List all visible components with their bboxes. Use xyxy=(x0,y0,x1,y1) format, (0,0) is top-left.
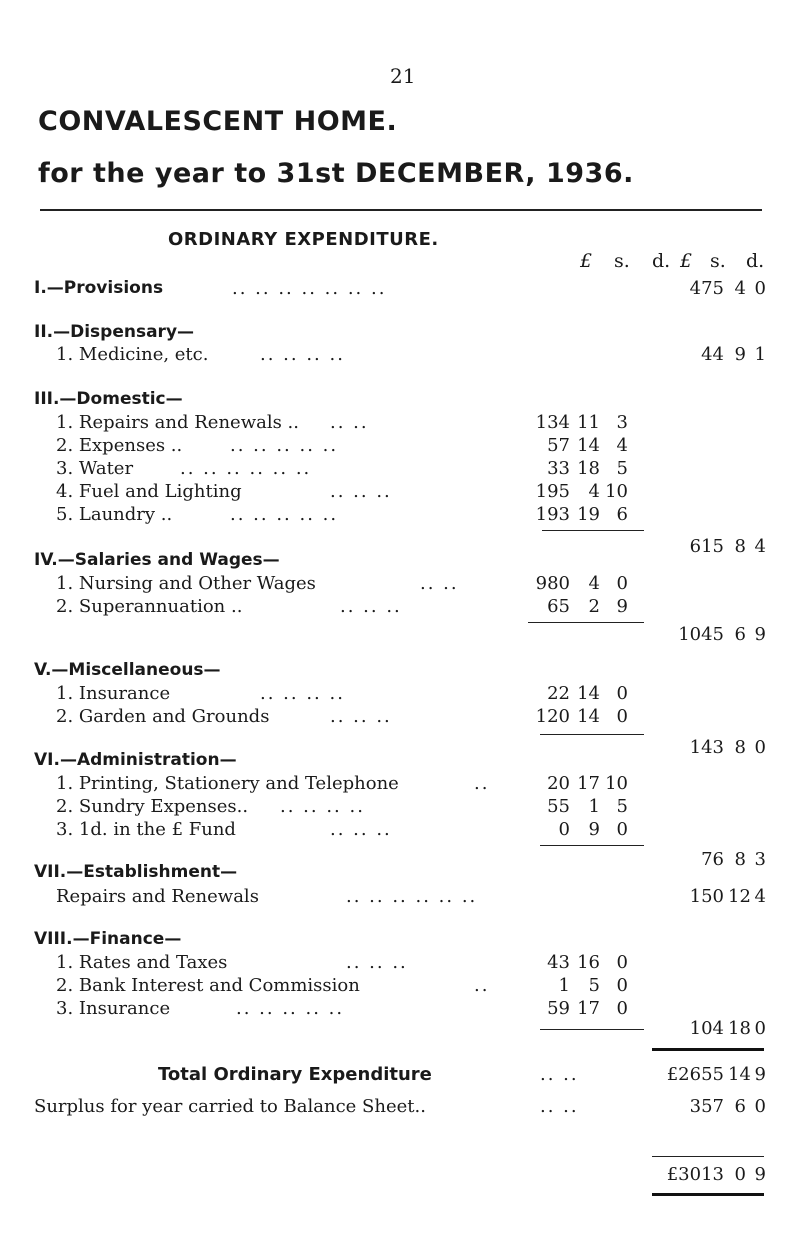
salaries-item-pounds: 65 xyxy=(547,596,570,617)
domestic-item-pence: 5 xyxy=(616,458,628,479)
miscellaneous-item-pence: 0 xyxy=(616,706,628,727)
domestic-item-pounds: 57 xyxy=(547,435,570,456)
leader-dots: .. .. .. xyxy=(330,706,392,727)
domestic-item-shillings: 14 xyxy=(577,435,600,456)
administration-item: 2. Sundry Expenses.. xyxy=(56,796,249,817)
domestic-total-pounds: 615 xyxy=(689,536,724,557)
leader-dots: .. .. .. xyxy=(346,952,408,973)
domestic-item: 5. Laundry .. xyxy=(56,504,173,525)
page-title: CONVALESCENT HOME. xyxy=(38,106,398,137)
administration-item-shillings: 9 xyxy=(588,819,600,840)
miscellaneous-item-pounds: 22 xyxy=(547,683,570,704)
leader-dots: .. .. xyxy=(540,1096,579,1117)
finance-item-shillings: 16 xyxy=(577,952,600,973)
finance-total-pence: 0 xyxy=(754,1018,766,1039)
total-ordinary-shillings: 14 xyxy=(728,1064,751,1085)
finance-item: 2. Bank Interest and Commission xyxy=(56,975,360,996)
finance-item-pence: 0 xyxy=(616,952,628,973)
domestic-item-pence: 3 xyxy=(616,412,628,433)
section-heading-dispensary: II.—Dispensary— xyxy=(34,322,195,342)
page-subtitle: for the year to 31st DECEMBER, 1936. xyxy=(38,158,634,189)
establishment-total-pounds: 150 xyxy=(689,886,724,907)
section-heading-provisions: I.—Provisions xyxy=(34,278,164,298)
domestic-item-pence: 4 xyxy=(616,435,628,456)
salaries-item: 1. Nursing and Other Wages xyxy=(56,573,316,594)
domestic-item: 4. Fuel and Lighting xyxy=(56,481,242,502)
section-heading-salaries: IV.—Salaries and Wages— xyxy=(34,550,280,570)
subtotal-rule xyxy=(540,1029,644,1030)
administration-total-pence: 3 xyxy=(754,849,766,870)
shilling-header: s. xyxy=(614,250,630,272)
leader-dots: .. .. .. .. .. .. .. xyxy=(232,278,387,299)
section-heading-domestic: III.—Domestic— xyxy=(34,389,183,409)
administration-item-shillings: 1 xyxy=(588,796,600,817)
subtotal-rule xyxy=(540,734,644,735)
total-ordinary-pounds: £2655 xyxy=(666,1064,724,1085)
leader-dots: .. xyxy=(474,975,490,996)
leader-dots: .. .. .. xyxy=(330,819,392,840)
grand-total-pounds: £3013 xyxy=(666,1164,724,1185)
provisions-total-pence: 0 xyxy=(754,278,766,299)
leader-dots: .. .. .. .. xyxy=(260,344,345,365)
domestic-item: 3. Water xyxy=(56,458,134,479)
administration-item-pounds: 55 xyxy=(547,796,570,817)
domestic-item-pounds: 195 xyxy=(535,481,570,502)
domestic-item-shillings: 4 xyxy=(588,481,600,502)
leader-dots: .. .. .. xyxy=(340,596,402,617)
leader-dots: .. .. .. .. xyxy=(280,796,365,817)
establishment-total-shillings: 12 xyxy=(728,886,751,907)
finance-item-pence: 0 xyxy=(616,975,628,996)
salaries-total-shillings: 6 xyxy=(734,624,746,645)
miscellaneous-item: 1. Insurance xyxy=(56,683,171,704)
miscellaneous-total-shillings: 8 xyxy=(734,737,746,758)
domestic-item-pence: 6 xyxy=(616,504,628,525)
leader-dots: .. .. .. .. .. xyxy=(236,998,345,1019)
administration-item-pence: 5 xyxy=(616,796,628,817)
section-heading-establishment: VII.—Establishment— xyxy=(34,862,238,882)
administration-total-shillings: 8 xyxy=(734,849,746,870)
grand-total-double-rule xyxy=(652,1193,764,1196)
leader-dots: .. .. .. .. xyxy=(260,683,345,704)
finance-item-pounds: 1 xyxy=(558,975,570,996)
dispensary-item: 1. Medicine, etc. xyxy=(56,344,209,365)
leader-dots: .. .. .. .. .. xyxy=(230,504,339,525)
finance-item-pounds: 43 xyxy=(547,952,570,973)
total-ordinary-pence: 9 xyxy=(754,1064,766,1085)
section-heading-finance: VIII.—Finance— xyxy=(34,929,182,949)
miscellaneous-item-pence: 0 xyxy=(616,683,628,704)
title-rule xyxy=(40,209,762,211)
dispensary-total-pence: 1 xyxy=(754,344,766,365)
administration-item: 1. Printing, Stationery and Telephone xyxy=(56,773,399,794)
finance-item-pounds: 59 xyxy=(547,998,570,1019)
miscellaneous-total-pounds: 143 xyxy=(689,737,724,758)
domestic-item-shillings: 18 xyxy=(577,458,600,479)
salaries-total-pence: 9 xyxy=(754,624,766,645)
pound-header: £ xyxy=(580,250,593,272)
domestic-item-shillings: 19 xyxy=(577,504,600,525)
leader-dots: .. .. xyxy=(540,1064,579,1085)
administration-item-shillings: 17 xyxy=(577,773,600,794)
domestic-item-pence: 10 xyxy=(605,481,628,502)
pence-header-2: d. xyxy=(746,250,765,272)
surplus-pounds: 357 xyxy=(689,1096,724,1117)
dispensary-total-shillings: 9 xyxy=(734,344,746,365)
shilling-header-2: s. xyxy=(710,250,726,272)
leader-dots: .. .. .. xyxy=(330,481,392,502)
provisions-total-pounds: 475 xyxy=(689,278,724,299)
page-number: 21 xyxy=(390,64,416,88)
administration-item-pence: 0 xyxy=(616,819,628,840)
surplus-label: Surplus for year carried to Balance Sheet.. xyxy=(34,1096,426,1117)
establishment-item: Repairs and Renewals xyxy=(56,886,259,907)
domestic-total-shillings: 8 xyxy=(734,536,746,557)
finance-item-shillings: 17 xyxy=(577,998,600,1019)
finance-total-pounds: 104 xyxy=(689,1018,724,1039)
salaries-item-pence: 9 xyxy=(616,596,628,617)
domestic-item-pounds: 134 xyxy=(535,412,570,433)
subtotal-rule xyxy=(528,622,644,623)
section-title: ORDINARY EXPENDITURE. xyxy=(168,229,439,250)
salaries-item-pence: 0 xyxy=(616,573,628,594)
leader-dots: .. .. .. .. .. .. xyxy=(346,886,478,907)
miscellaneous-total-pence: 0 xyxy=(754,737,766,758)
total-rule xyxy=(652,1048,764,1051)
salaries-item-shillings: 4 xyxy=(588,573,600,594)
miscellaneous-item-shillings: 14 xyxy=(577,683,600,704)
section-heading-administration: VI.—Administration— xyxy=(34,750,237,770)
domestic-item-pounds: 33 xyxy=(547,458,570,479)
salaries-item-pounds: 980 xyxy=(535,573,570,594)
administration-item-pence: 10 xyxy=(605,773,628,794)
finance-item-shillings: 5 xyxy=(588,975,600,996)
leader-dots: .. .. xyxy=(420,573,459,594)
surplus-shillings: 6 xyxy=(734,1096,746,1117)
finance-item: 1. Rates and Taxes xyxy=(56,952,228,973)
salaries-item: 2. Superannuation .. xyxy=(56,596,243,617)
miscellaneous-item-pounds: 120 xyxy=(535,706,570,727)
leader-dots: .. .. .. .. .. .. xyxy=(180,458,312,479)
establishment-total-pence: 4 xyxy=(754,886,766,907)
domestic-total-pence: 4 xyxy=(754,536,766,557)
pence-header: d. xyxy=(652,250,671,272)
finance-item: 3. Insurance xyxy=(56,998,171,1019)
administration-total-pounds: 76 xyxy=(701,849,724,870)
domestic-item-pounds: 193 xyxy=(535,504,570,525)
pound-header-2: £ xyxy=(680,250,693,272)
grand-total-shillings: 0 xyxy=(734,1164,746,1185)
administration-item: 3. 1d. in the £ Fund xyxy=(56,819,236,840)
provisions-total-shillings: 4 xyxy=(734,278,746,299)
administration-item-pounds: 20 xyxy=(547,773,570,794)
administration-item-pounds: 0 xyxy=(558,819,570,840)
subtotal-rule xyxy=(542,530,644,531)
salaries-total-pounds: 1045 xyxy=(678,624,724,645)
dispensary-total-pounds: 44 xyxy=(701,344,724,365)
miscellaneous-item-shillings: 14 xyxy=(577,706,600,727)
domestic-item: 2. Expenses .. xyxy=(56,435,183,456)
grand-total-rule xyxy=(652,1156,764,1157)
grand-total-pence: 9 xyxy=(754,1164,766,1185)
leader-dots: .. xyxy=(474,773,490,794)
domestic-item-shillings: 11 xyxy=(577,412,600,433)
miscellaneous-item: 2. Garden and Grounds xyxy=(56,706,270,727)
leader-dots: .. .. xyxy=(330,412,369,433)
finance-total-shillings: 18 xyxy=(728,1018,751,1039)
total-ordinary-label: Total Ordinary Expenditure xyxy=(158,1064,432,1085)
subtotal-rule xyxy=(540,845,644,846)
leader-dots: .. .. .. .. .. xyxy=(230,435,339,456)
domestic-item: 1. Repairs and Renewals .. xyxy=(56,412,299,433)
section-heading-miscellaneous: V.—Miscellaneous— xyxy=(34,660,221,680)
salaries-item-shillings: 2 xyxy=(588,596,600,617)
surplus-pence: 0 xyxy=(754,1096,766,1117)
finance-item-pence: 0 xyxy=(616,998,628,1019)
